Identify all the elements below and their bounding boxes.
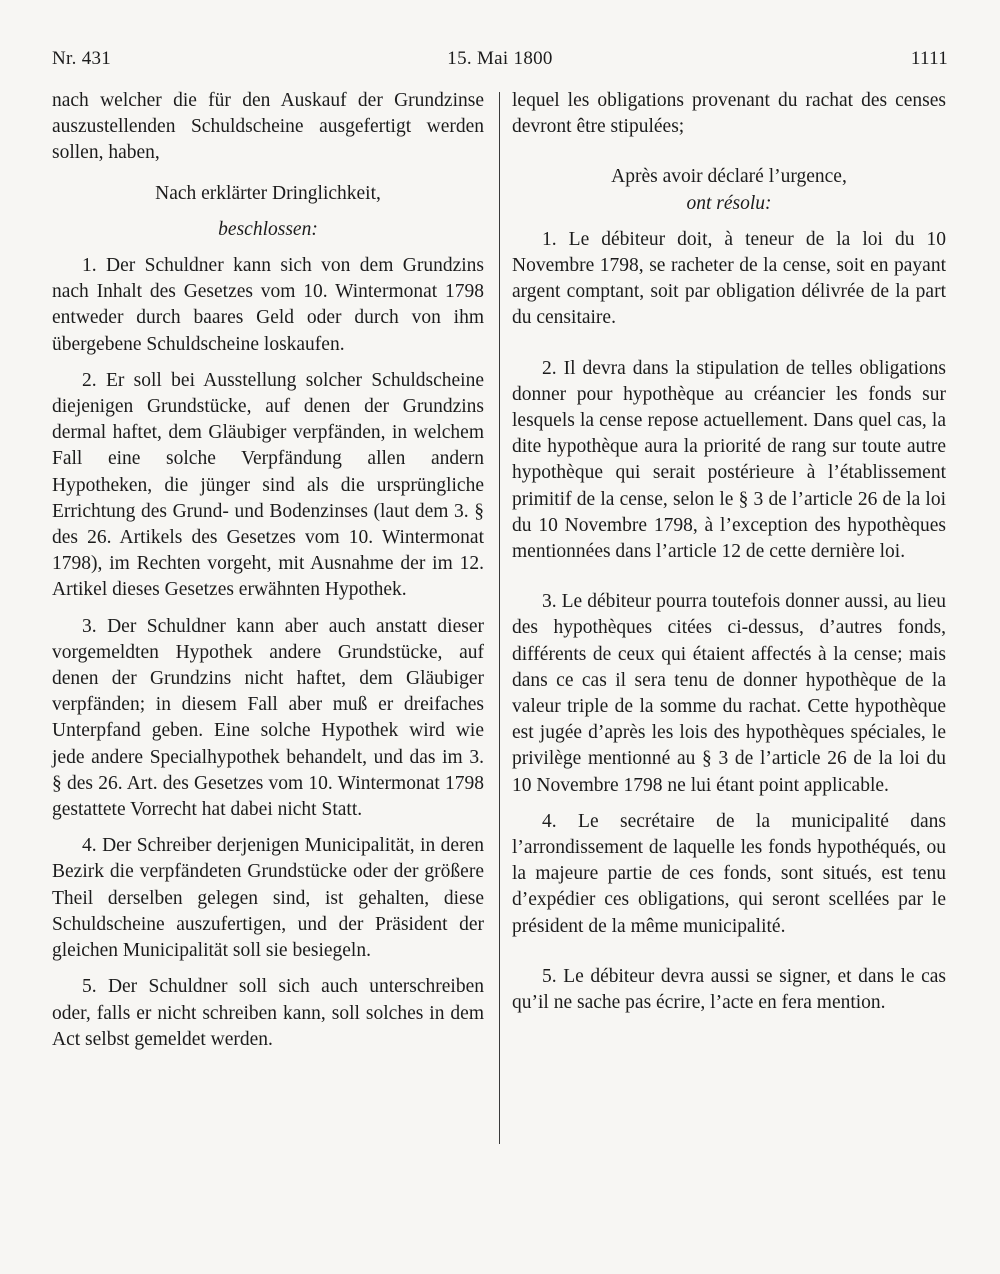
german-intro: nach welcher die für den Auskauf der Grundzinse auszustellenden Schuldscheine ausgefertigt werden sollen, haben, <box>52 90 484 164</box>
page-number: 1111 <box>910 48 948 69</box>
german-article-3: 3. Der Schuldner kann aber auch anstatt dieser vorgemeldten Hypothek andere Grundstücke, auf denen der Grundzins nicht haftet, dem Gläubiger verpfänden; in diesem Fall aber muß er dreifaches Unterpfand geben. Eine solche Hypothek wird wie jede andere Specialhypothek behandelt, und das im 3. § des 26. Art. des Gesetzes vom 10. Wintermonat 1798 gestattete Vorrecht hat dabei nicht Statt. <box>52 615 484 821</box>
german-article-5: 5. Der Schuldner soll sich auch unterschreiben oder, falls er nicht schreiben kann, soll solches in dem Act selbst gemeldet werden. <box>52 976 484 1050</box>
german-column <box>52 88 484 1053</box>
french-article-2: 2. Il devra dans la stipulation de telles obligations donner pour hypothèque au créancier les fonds sur lesquels la cense repose actuellement. Dans quel cas, la dite hypothèque aura la priorité de rang sur toute autre hypothèque qui serait postérieure à l’établissement primitif de la cense, selon le § 3 de l’article 26 de la loi du 10 Novembre 1798, à l’exception des hypothèques mentionnées dans l’article 12 de cette dernière loi. <box>512 357 946 563</box>
french-urgency: Après avoir déclaré l’urgence, <box>611 166 847 188</box>
german-article-2: 2. Er soll bei Ausstellung solcher Schuldscheine diejenigen Grundstücke, auf denen der Grundzins dermal haftet, dem Gläubiger verpfänden, in welchem Fall eine solche Verpfändung allen andern Hypotheken, die jünger sind als die ursprüngliche Errichtung des Grund- und Bodenzinses (laut dem 3. § des 26. Artikels des Gesetzes vom 10. Wintermonat 1798), im Rechten vorgeht, mit Ausnahme der im 12. Artikel dieses Gesetzes erwähnten Hypothek. <box>52 369 484 601</box>
column-divider <box>499 92 500 1144</box>
french-intro: lequel les obligations provenant du rachat des censes devront être stipulées; <box>512 90 946 138</box>
document-number: Nr. 431 <box>52 48 112 69</box>
german-article-1: 1. Der Schuldner kann sich von dem Grundzins nach Inhalt des Gesetzes vom 10. Wintermonat 1798 entweder durch baares Geld oder durch von ihm übergebene Schuldscheine loskaufen. <box>52 255 484 355</box>
french-resolved: ont résolu: <box>686 192 772 214</box>
french-article-1: 1. Le débiteur doit, à teneur de la loi du 10 Novembre 1798, se racheter de la cense, soit en payant argent comptant, soit par obligation délivrée de la part du censitaire. <box>512 228 946 329</box>
german-resolved: beschlossen: <box>218 218 318 240</box>
french-column <box>512 88 946 1016</box>
french-article-4: 4. Le secrétaire de la municipalité dans l’arrondissement de laquelle les fonds hypothéqués, ou la majeure partie de ces fonds, sont situés, est tenu d’expédier ces obligations, qui seront scellées par le président de la même municipalité. <box>512 810 946 937</box>
page-header <box>52 48 948 76</box>
german-article-4: 4. Der Schreiber derjenigen Municipalität, in deren Bezirk die verpfändeten Grundstücke oder der größere Theil derselben gelegen sind, ist gehalten, diese Schuldscheine auszufertigen, und der Präsident der gleichen Municipalität soll sie besiegeln. <box>52 835 484 962</box>
french-article-5: 5. Le débiteur devra aussi se signer, et dans le cas qu’il ne sache pas écrire, l’acte en fera mention. <box>512 965 946 1014</box>
document-date: 15. Mai 1800 <box>447 48 553 69</box>
french-article-3: 3. Le débiteur pourra toutefois donner aussi, au lieu des hypothèques citées ci-dessus, d’autres fonds, différents de ceux qui étaient affectés à la cense; mais dans ce cas il sera tenu de donner hypothèque de la valeur triple de la somme du rachat. Cette hypothèque est jugée d’après les lois des hypothèques spéciales, le privilège mentionné au § 3 de l’article 26 de la loi du 10 Novembre 1798 ne lui étant point applicable. <box>512 591 946 796</box>
german-urgency: Nach erklärter Dringlichkeit, <box>155 182 381 204</box>
